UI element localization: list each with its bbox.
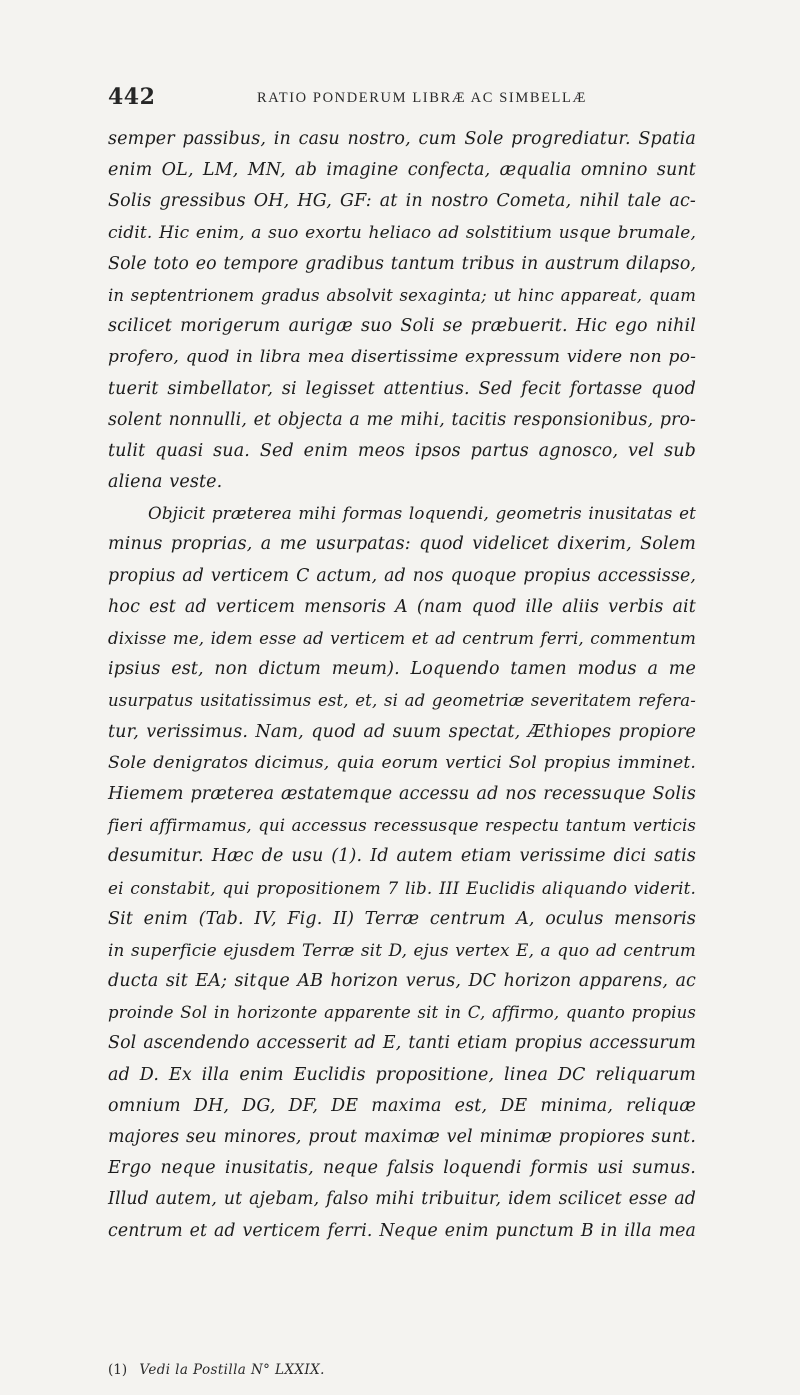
page-number: 442 [108, 84, 156, 110]
text-line: ad D. Ex illa enim Euclidis propositione, linea DC reliquarum [108, 1064, 696, 1085]
text-line: desumitur. Hæc de usu (1). Id autem etiam verissime dici satis [108, 846, 696, 867]
text-line: tulit quasi sua. Sed enim meos ipsos partus agnosco, vel sub [108, 440, 696, 461]
text-line: Illud autem, ut ajebam, falso mihi tribuitur, idem scilicet esse ad [108, 1189, 696, 1210]
text-line: hoc est ad verticem mensoris A (nam quod ille aliis verbis ait [108, 596, 696, 617]
text-line: in superficie ejusdem Terræ sit D, ejus vertex E, a quo ad centrum [108, 939, 696, 960]
text-line: fieri affirmamus, qui accessus recessusque respectu tantum verticis [108, 816, 696, 836]
text-line: Sole toto eo tempore gradibus tantum tribus in austrum dilapso, [108, 253, 697, 274]
text-line: Sit enim (Tab. IV, Fig. II) Terræ centrum A, oculus mensoris [108, 908, 696, 929]
footnote [108, 1362, 325, 1378]
text-line: majores seu minores, prout maximæ vel minimæ propiores sunt. [108, 1127, 696, 1147]
page-header [108, 84, 696, 112]
text-line: cidit. Hic enim, a suo exortu heliaco ad solstitium usque brumale, [108, 222, 696, 243]
footnote-text: Vedi la Postilla N° LXXIX. [139, 1362, 325, 1378]
text-line: solent nonnulli, et objecta a me mihi, tacitis responsionibus, pro- [108, 409, 697, 430]
text-line: proinde Sol in horizonte apparente sit in C, affirmo, quanto propius [108, 1003, 696, 1023]
text-line: Hiemem præterea æstatemque accessu ad nos recessuque Solis [108, 783, 696, 804]
text-line: Objicit præterea mihi formas loquendi, geometris inusitatas et [148, 503, 696, 524]
text-line: usurpatus usitatissimus est, et, si ad geometriæ severitatem refera- [108, 691, 696, 711]
text-line: tur, verissimus. Nam, quod ad suum spectat, Æthiopes propiore [108, 721, 696, 742]
text-line: semper passibus, in casu nostro, cum Sole progrediatur. Spatia [108, 129, 696, 149]
text-line: Sole denigratos dicimus, quia eorum vertici Sol propius imminet. [108, 752, 696, 773]
text-line: minus proprias, a me usurpatas: quod videlicet dixerim, Solem [108, 534, 696, 555]
text-line: propius ad verticem C actum, ad nos quoque propius accessisse, [108, 565, 696, 586]
text-line: tuerit simbellator, si legisset attentius. Sed fecit fortasse quod [108, 378, 696, 399]
text-line: Sol ascendendo accesserit ad E, tanti etiam propius accessurum [108, 1033, 696, 1054]
text-line: ei constabit, qui propositionem 7 lib. III Euclidis aliquando viderit. [108, 877, 696, 898]
text-line: Solis gressibus OH, HG, GF: at in nostro Cometa, nihil tale ac- [108, 191, 696, 212]
text-line: enim OL, LM, MN, ab imagine confecta, æqualia omnino sunt [108, 160, 696, 181]
footnote-mark: (1) [108, 1362, 128, 1378]
text-line: ipsius est, non dictum meum). Loquendo tamen modus a me [108, 659, 696, 680]
text-line: omnium DH, DG, DF, DE maxima est, DE minima, reliquæ [108, 1095, 696, 1116]
text-line: ducta sit EA; sitque AB horizon verus, DC horizon apparens, ac [108, 971, 696, 992]
text-line: centrum et ad verticem ferri. Neque enim punctum B in illa mea [108, 1220, 696, 1241]
text-line: in septentrionem gradus absolvit sexaginta; ut hinc appareat, quam [108, 285, 696, 305]
text-line: Ergo neque inusitatis, neque falsis loquendi formis usi sumus. [108, 1158, 696, 1179]
body-text [108, 124, 696, 1247]
text-line: profero, quod in libra mea disertissime expressum videre non po- [108, 347, 696, 368]
text-line: scilicet morigerum aurigæ suo Soli se præbuerit. Hic ego nihil [108, 316, 696, 337]
text-line: aliena veste. [108, 472, 223, 493]
running-title: RATIO PONDERUM LIBRÆ AC SIMBELLÆ [257, 90, 587, 106]
text-line: dixisse me, idem esse ad verticem et ad centrum ferri, commentum [108, 629, 696, 648]
